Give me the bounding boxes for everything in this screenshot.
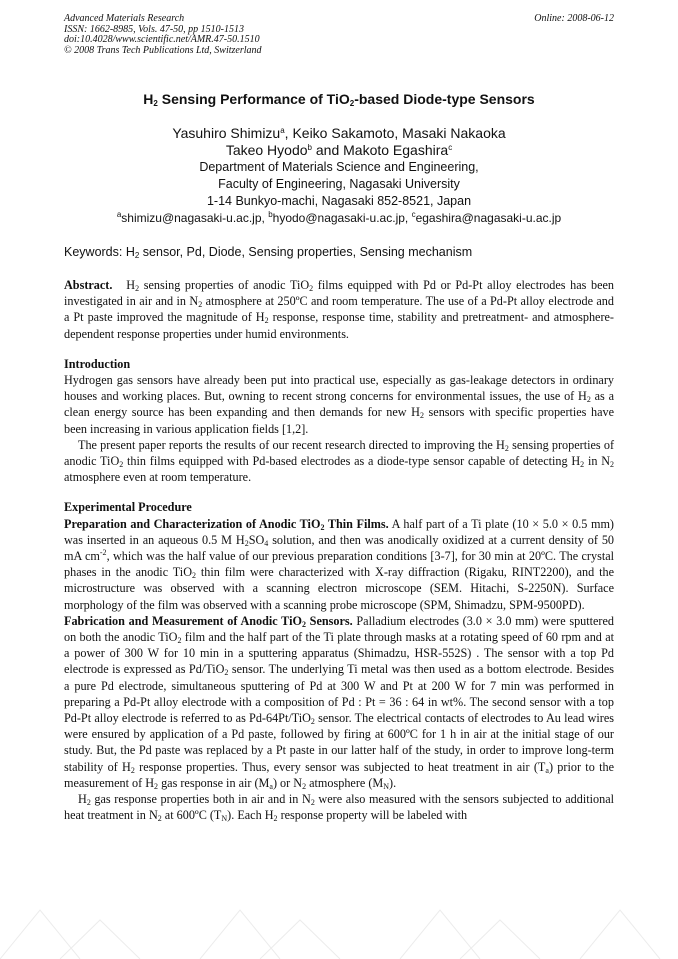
section-heading-introduction: Introduction (64, 356, 131, 371)
keywords: Keywords: $H_2$ sensor, Pd, Diode, Sensing properties, Sensing mechanism (64, 245, 473, 260)
author-emails: $^a$shimizu@nagasaki-u.ac.jp, $^b$hyodo@nagasaki-u.ac.jp, $^c$egashira@nagasaki-u.ac.jp (116, 210, 562, 225)
subsection-heading-preparation: Preparation and Characterization of Anodic TiO$_2$ Thin Films. (64, 516, 389, 532)
doi-line[interactable]: doi:10.4028/www.scientific.net/AMR.47-50.1510 (64, 34, 260, 45)
journal-header (64, 14, 614, 66)
watermark-pattern (0, 870, 678, 959)
subsection-heading-fabrication: Fabrication and Measurement of Anodic TiO$_2$ Sensors. (64, 613, 353, 629)
issn-line: ISSN: 1662-8985, Vols. 47-50, pp 1510-1513 (64, 23, 244, 35)
section-heading-experimental: Experimental Procedure (64, 500, 192, 515)
exp-paragraph-2: Fabrication and Measurement of Anodic TiO$_2$ Sensors. Palladium electrodes (3.0 × 3.0 mm) were sputtered on both the anodic TiO$_2$ film and the half part of the Ti plate through masks at a rotating speed of 60 rpm and at a power of 300 W for 10 min in a sputtering apparatus (Shimadzu, HSR-552S) . The sensor with a top Pd electrode is expressed as Pd/TiO$_2$ sensor. The underlying Ti metal was then used as a bottom electrode. Besides a pure Pd electrode, simultaneous sputtering of Pd at 300 W and Pt at 200 W for 7 min was performed in preparing a Pd-Pt alloy electrode with a composition of Pd : Pt = 36 : 64 in wt%. The second sensor with a top Pd-Pt alloy electrode is referred to as Pd-64Pt/TiO$_2$ sensor. The electrical contacts of electrodes to Au lead wires were ensured by application of a Pd paste, followed by firing at 600ºC for 1 h in air at the initial stage of our study. But, the Pd paste was replaced by a Pt paste in our latter half of the study, in order to improve long-term stability of $H_2$ response properties. Thus, every sensor was subjected to heat treatment in air $(T_a)$ prior to the measurement of $H_2$ gas response in air $(M_a)$ or $N_2$ atmosphere $(M_N)$. (64, 613, 614, 791)
intro-paragraph-1: Hydrogen gas sensors have already been put into practical use, especially as gas-leakage detectors in ordinary houses and working places. But, owning to recent strong concerns for environmental issues, the use of $H_2$ as a clean energy source has been expanding and then demands for new $H_2$ sensors with specific properties have been increasing in various application fields [1,2]. (64, 373, 615, 436)
author-list: Yasuhiro Shimizu$^a$, Keiko Sakamoto, Masaki Nakaoka Takeo Hyodo$^b$ and Makoto Egashira$^c$ (172, 125, 506, 158)
online-date: Online: 2008-06-12 (534, 13, 614, 24)
exp-paragraph-3: $H_2$ gas response properties both in air and in $N_2$ were also measured with the sensors subjected to additional heat treatment in $N_2$ at 600ºC $(T_N)$. Each $H_2$ response property will be labeled with (64, 792, 614, 824)
exp-paragraph-1: Preparation and Characterization of Anodic TiO$_2$ Thin Films. A half part of a Ti plate (10 × 5.0 × 0.5 mm) was inserted in an aqueous 0.5 M $H_2SO_4$ solution, and then was anodically oxidized at a current density of 50 mA $cm^{-2}$, which was the half value of our previous preparation conditions [3-7], for 30 min at 20ºC. The crystal phases in the anodic TiO$_2$ thin film were characterized with X-ray diffraction (Rigaku, RINT2200), and the microstructure was observed with a scanning electron microscope (SEM. Hitachi, S-2250N). Surface morphology of the film was observed with a scanning probe microscope (SPM, Shimadzu, SPM-9500PD). (64, 516, 615, 612)
copyright-line: © 2008 Trans Tech Publications Ltd, Switzerland (64, 44, 262, 56)
intro-paragraph-2: The present paper reports the results of our recent research directed to improving the $H_2$ sensing properties of anodic TiO$_2$ thin films equipped with Pd-based electrodes as a diode-type sensor capable of detecting $H_2$ in $N_2$ atmosphere even at room temperature. (64, 437, 614, 485)
abstract: Abstract. $H_2$ sensing properties of anodic TiO$_2$ films equipped with Pd or Pd-Pt alloy electrodes has been investigated in air and in $N_2$ atmosphere at 250ºC and room temperature. The use of a Pd-Pt alloy electrode and a Pt paste improved the magnitude of $H_2$ response, response time, stability and pretreatment- and atmosphere-dependent response properties under humid environments. (64, 278, 614, 341)
journal-name: Advanced Materials Research (64, 13, 185, 24)
affiliation: Department of Materials Science and Engineering, Faculty of Engineering, Nagasaki University 1-14 Bunkyo-machi, Nagasaki 852-8521, Japan (199, 160, 479, 208)
abstract-label: Abstract. (64, 278, 113, 292)
paper-title: $H_2$ Sensing Performance of TiO$_2$-based Diode-type Sensors (143, 91, 535, 108)
